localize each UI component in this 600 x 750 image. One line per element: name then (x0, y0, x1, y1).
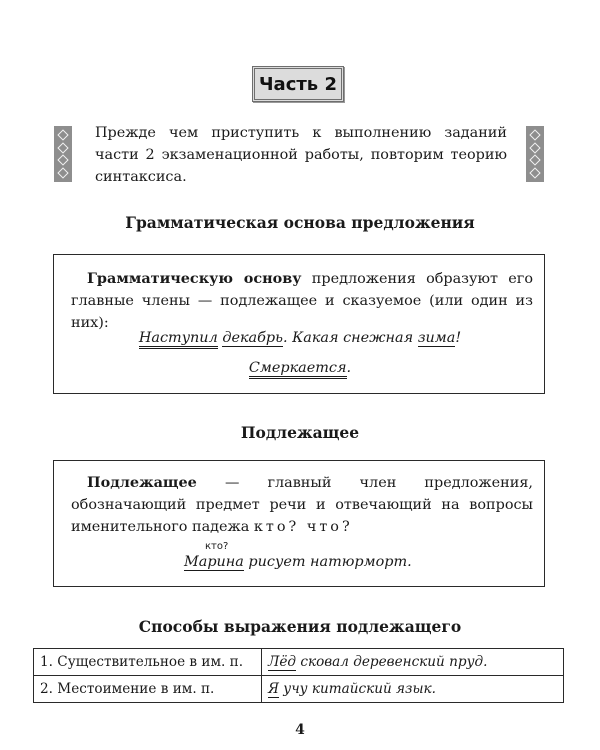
section-heading-ways: Способы выражения подлежащего (138, 617, 462, 636)
case-questions: кто? что? (253, 519, 353, 535)
part-label: Часть 2 (252, 66, 344, 102)
section-heading-subject: Подлежащее (240, 423, 360, 442)
table-row (34, 676, 564, 703)
rule-subject (71, 472, 533, 538)
table-cell-label: 1. Существительное в им. п. (34, 649, 262, 676)
example-sentence-2: Смеркается. (0, 360, 600, 376)
rule-term: Грамматическую основу (87, 270, 302, 287)
example-sentence-subject: Марина рисует натюрморт. (184, 554, 412, 570)
ways-table (33, 648, 564, 703)
subject-word: Марина (184, 554, 244, 570)
rule-term: Подлежащее (87, 474, 197, 491)
predicate-word: Смеркается (249, 360, 347, 379)
ornament-left-icon (54, 126, 72, 182)
rule-body: предложения образуют его главные члены — подлежащее и сказуемое (или один из них): (71, 271, 533, 331)
rule-grammatical-basis (71, 268, 533, 334)
subject-word: зима (417, 330, 456, 346)
intro-paragraph: Прежде чем приступить к выполнению заданий части 2 экзаменационной работы, повторим теорию синтаксиса. (95, 125, 507, 185)
predicate-word: Наступил (139, 330, 218, 349)
table-row (34, 649, 564, 676)
subject-word: Лёд (268, 654, 297, 670)
subject-word: декабрь (222, 330, 283, 346)
subject-word: Я (268, 681, 279, 697)
example-sentence-1: Наступил декабрь. Какая снежная зима! (0, 330, 600, 346)
rule-body: — главный член предложения, обозначающий предмет речи и отвечающий на вопросы именительного падежа (71, 475, 533, 535)
page-number: 4 (295, 722, 305, 738)
question-annotation: кто? (205, 541, 229, 552)
ornament-right-icon (526, 126, 544, 182)
table-cell-label: 2. Местоимение в им. п. (34, 676, 262, 703)
table-cell-example: Лёд сковал деревенский пруд. (262, 649, 564, 676)
section-heading-grammatical-basis: Грамматическая основа предложения (125, 213, 475, 232)
table-cell-example: Я учу китайский язык. (262, 676, 564, 703)
